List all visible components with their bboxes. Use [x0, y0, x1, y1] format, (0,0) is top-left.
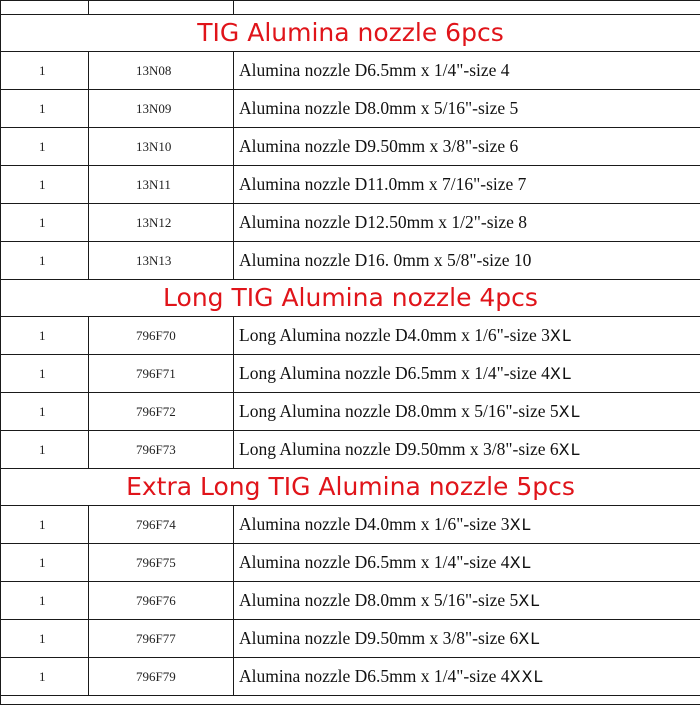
size-suffix: XL: [510, 515, 532, 534]
stub-cell: [89, 1, 234, 15]
table-row: [1, 90, 700, 128]
quantity-cell: 1: [1, 658, 89, 696]
size-suffix: XL: [559, 440, 581, 459]
description-cell: [234, 544, 700, 582]
table-row: [1, 658, 700, 696]
section-header-row: [1, 469, 700, 506]
table-row: [1, 242, 700, 280]
parts-table-body: [1, 1, 700, 705]
quantity-cell: 1: [1, 90, 89, 128]
table-row: [1, 620, 700, 658]
part-code-cell: 796F77: [89, 620, 234, 658]
description-cell: [234, 620, 700, 658]
description-cell: [234, 355, 700, 393]
table-row: [1, 317, 700, 355]
part-code-cell: 796F72: [89, 393, 234, 431]
size-suffix: XL: [518, 629, 540, 648]
part-code-cell: 796F79: [89, 658, 234, 696]
size-suffix: XL: [518, 591, 540, 610]
description-cell: [234, 393, 700, 431]
stub-cell: [1, 1, 89, 15]
table-row: [1, 506, 700, 544]
size-suffix: XL: [510, 553, 532, 572]
table-row: [1, 355, 700, 393]
description-text: Long Alumina nozzle D8.0mm x 5/16"-size 5: [239, 401, 559, 421]
description-text: Long Alumina nozzle D4.0mm x 1/6"-size 3: [239, 325, 550, 345]
size-suffix: XL: [559, 402, 581, 421]
part-code-cell: 796F70: [89, 317, 234, 355]
section-title: Extra Long TIG Alumina nozzle 5pcs: [1, 469, 700, 506]
table-row: [1, 166, 700, 204]
description-cell: [234, 658, 700, 696]
table-row: [1, 431, 700, 469]
section-header-row: [1, 280, 700, 317]
size-suffix: XL: [550, 326, 572, 345]
quantity-cell: 1: [1, 544, 89, 582]
description-text: Alumina nozzle D8.0mm x 5/16"-size 5: [239, 98, 518, 118]
description-text: Alumina nozzle D4.0mm x 1/6"-size 3: [239, 514, 510, 534]
description-cell: [234, 90, 700, 128]
description-text: Alumina nozzle D6.5mm x 1/4"-size 4: [239, 60, 510, 80]
quantity-cell: 1: [1, 431, 89, 469]
part-code-cell: 796F76: [89, 582, 234, 620]
table-row: [1, 393, 700, 431]
quantity-cell: 1: [1, 52, 89, 90]
part-code-cell: 13N12: [89, 204, 234, 242]
part-code-cell: 796F71: [89, 355, 234, 393]
table-row: [1, 52, 700, 90]
part-code-cell: 796F74: [89, 506, 234, 544]
part-code-cell: 13N09: [89, 90, 234, 128]
description-text: Alumina nozzle D16. 0mm x 5/8"-size 10: [239, 250, 531, 270]
stub-cell: [234, 1, 700, 15]
quantity-cell: 1: [1, 166, 89, 204]
size-suffix: XXL: [510, 667, 544, 686]
stub-cell: [1, 696, 700, 705]
description-cell: [234, 166, 700, 204]
quantity-cell: 1: [1, 355, 89, 393]
section-title: TIG Alumina nozzle 6pcs: [1, 15, 700, 52]
part-code-cell: 13N10: [89, 128, 234, 166]
table-row: [1, 544, 700, 582]
quantity-cell: 1: [1, 620, 89, 658]
description-text: Alumina nozzle D6.5mm x 1/4"-size 4: [239, 666, 510, 686]
description-cell: [234, 204, 700, 242]
table-row: [1, 128, 700, 166]
quantity-cell: 1: [1, 128, 89, 166]
table-row: [1, 582, 700, 620]
description-text: Alumina nozzle D6.5mm x 1/4"-size 4: [239, 552, 510, 572]
section-title: Long TIG Alumina nozzle 4pcs: [1, 280, 700, 317]
description-cell: [234, 242, 700, 280]
description-text: Long Alumina nozzle D9.50mm x 3/8"-size 6: [239, 439, 559, 459]
part-code-cell: 796F73: [89, 431, 234, 469]
part-code-cell: 13N13: [89, 242, 234, 280]
quantity-cell: 1: [1, 393, 89, 431]
quantity-cell: 1: [1, 582, 89, 620]
table-row: [1, 204, 700, 242]
quantity-cell: 1: [1, 506, 89, 544]
section-header-row: [1, 15, 700, 52]
description-text: Alumina nozzle D8.0mm x 5/16"-size 5: [239, 590, 518, 610]
description-cell: [234, 582, 700, 620]
table-bottom-stub-row: [1, 696, 700, 705]
table-top-stub-row: [1, 1, 700, 15]
description-text: Alumina nozzle D12.50mm x 1/2"-size 8: [239, 212, 527, 232]
description-text: Alumina nozzle D9.50mm x 3/8"-size 6: [239, 628, 518, 648]
description-cell: [234, 128, 700, 166]
quantity-cell: 1: [1, 317, 89, 355]
description-text: Alumina nozzle D11.0mm x 7/16"-size 7: [239, 174, 526, 194]
quantity-cell: 1: [1, 242, 89, 280]
part-code-cell: 796F75: [89, 544, 234, 582]
description-cell: [234, 431, 700, 469]
description-cell: [234, 506, 700, 544]
description-text: Alumina nozzle D9.50mm x 3/8"-size 6: [239, 136, 518, 156]
part-code-cell: 13N11: [89, 166, 234, 204]
part-code-cell: 13N08: [89, 52, 234, 90]
quantity-cell: 1: [1, 204, 89, 242]
description-text: Long Alumina nozzle D6.5mm x 1/4"-size 4: [239, 363, 550, 383]
size-suffix: XL: [550, 364, 572, 383]
description-cell: [234, 52, 700, 90]
description-cell: [234, 317, 700, 355]
